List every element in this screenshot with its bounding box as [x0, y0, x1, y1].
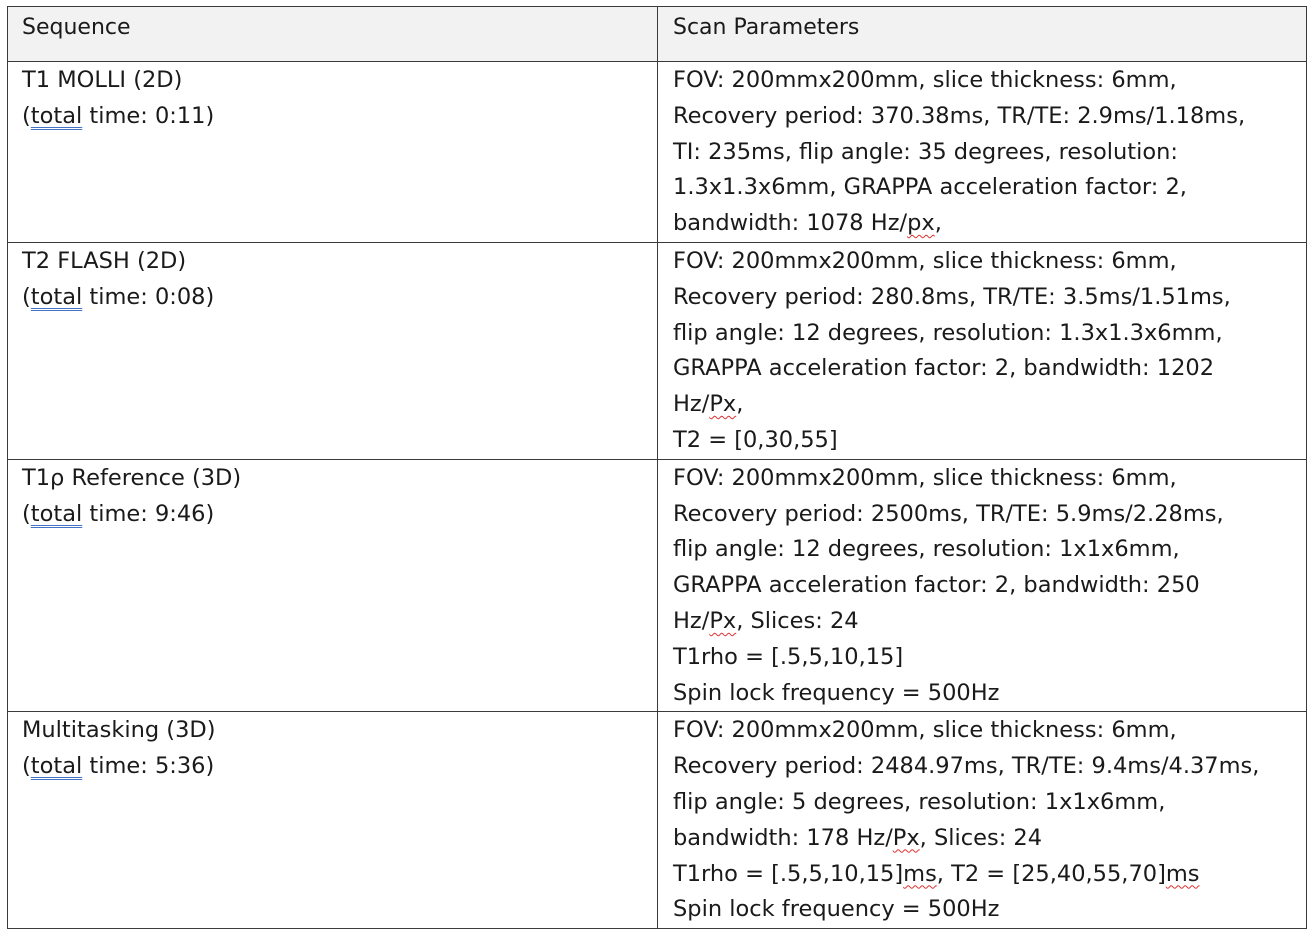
sequence-name: T1 MOLLI (2D) — [22, 67, 183, 93]
sequence-time: (total time: 0:08) — [22, 283, 215, 310]
param-line: FOV: 200mmx200mm, slice thickness: 6mm, — [673, 247, 1177, 274]
param-line: flip angle: 12 degrees, resolution: 1.3x1.3x6mm, — [673, 319, 1223, 346]
param-line: Spin lock frequency = 500Hz — [673, 679, 1000, 706]
param-line: flip angle: 5 degrees, resolution: 1x1x6mm, — [673, 788, 1166, 815]
header-sequence: Sequence — [8, 7, 658, 62]
spellcheck-word: px — [907, 210, 935, 237]
param-line: FOV: 200mmx200mm, slice thickness: 6mm, — [673, 67, 1177, 93]
sequence-cell — [8, 712, 658, 929]
sequence-name: T2 FLASH (2D) — [22, 247, 187, 274]
total-word: total — [30, 102, 83, 129]
param-line: Recovery period: 280.8ms, TR/TE: 3.5ms/1.51ms, — [673, 283, 1231, 310]
param-line: bandwidth: 178 Hz/Px, Slices: 24 — [673, 824, 1043, 851]
spellcheck-word: Px — [709, 391, 737, 418]
param-line: FOV: 200mmx200mm, slice thickness: 6mm, — [673, 464, 1177, 491]
total-word: total — [30, 753, 83, 780]
table-row — [8, 459, 1307, 712]
total-word: total — [30, 500, 83, 527]
param-line: 1.3x1.3x6mm, GRAPPA acceleration factor: 2, — [673, 174, 1187, 201]
sequence-cell — [8, 242, 658, 459]
param-line: Recovery period: 370.38ms, TR/TE: 2.9ms/1.18ms, — [673, 102, 1246, 129]
sequence-time: (total time: 0:11) — [22, 102, 215, 129]
parameters-cell — [658, 712, 1307, 929]
sequence-cell — [8, 62, 658, 243]
sequence-name: T1ρ Reference (3D) — [22, 464, 242, 491]
param-line: GRAPPA acceleration factor: 2, bandwidth: 250 — [673, 572, 1200, 599]
header-scan-parameters: Scan Parameters — [658, 7, 1307, 62]
total-word: total — [30, 283, 83, 310]
parameters-cell — [658, 242, 1307, 459]
sequence-name: Multitasking (3D) — [22, 717, 216, 744]
table-header-row — [8, 7, 1307, 62]
scan-parameters-table — [7, 6, 1307, 929]
param-line: FOV: 200mmx200mm, slice thickness: 6mm, — [673, 717, 1177, 744]
param-line: bandwidth: 1078 Hz/px, — [673, 210, 942, 237]
param-line: T1rho = [.5,5,10,15] — [673, 643, 904, 670]
table-row — [8, 712, 1307, 929]
spellcheck-word: Px — [709, 607, 737, 634]
param-line: Recovery period: 2484.97ms, TR/TE: 9.4ms/4.37ms, — [673, 753, 1260, 780]
param-line: Hz/Px, — [673, 391, 744, 418]
param-line: flip angle: 12 degrees, resolution: 1x1x6mm, — [673, 536, 1180, 563]
param-line: GRAPPA acceleration factor: 2, bandwidth: 1202 — [673, 355, 1215, 382]
table-row — [8, 62, 1307, 243]
spellcheck-word: ms — [903, 860, 937, 887]
param-line: Hz/Px, Slices: 24 — [673, 607, 859, 634]
table-row — [8, 242, 1307, 459]
param-line: T1rho = [.5,5,10,15]ms, T2 = [25,40,55,70]ms — [673, 860, 1200, 887]
param-line: TI: 235ms, flip angle: 35 degrees, resolution: — [673, 138, 1178, 165]
sequence-time: (total time: 9:46) — [22, 500, 215, 527]
sequence-cell — [8, 459, 658, 712]
sequence-time: (total time: 5:36) — [22, 753, 215, 780]
parameters-cell — [658, 459, 1307, 712]
param-line: Recovery period: 2500ms, TR/TE: 5.9ms/2.28ms, — [673, 500, 1224, 527]
param-line: T2 = [0,30,55] — [673, 426, 838, 453]
param-line: Spin lock frequency = 500Hz — [673, 896, 1000, 923]
parameters-cell — [658, 62, 1307, 243]
spellcheck-word: ms — [1165, 860, 1200, 887]
spellcheck-word: Px — [892, 824, 920, 851]
